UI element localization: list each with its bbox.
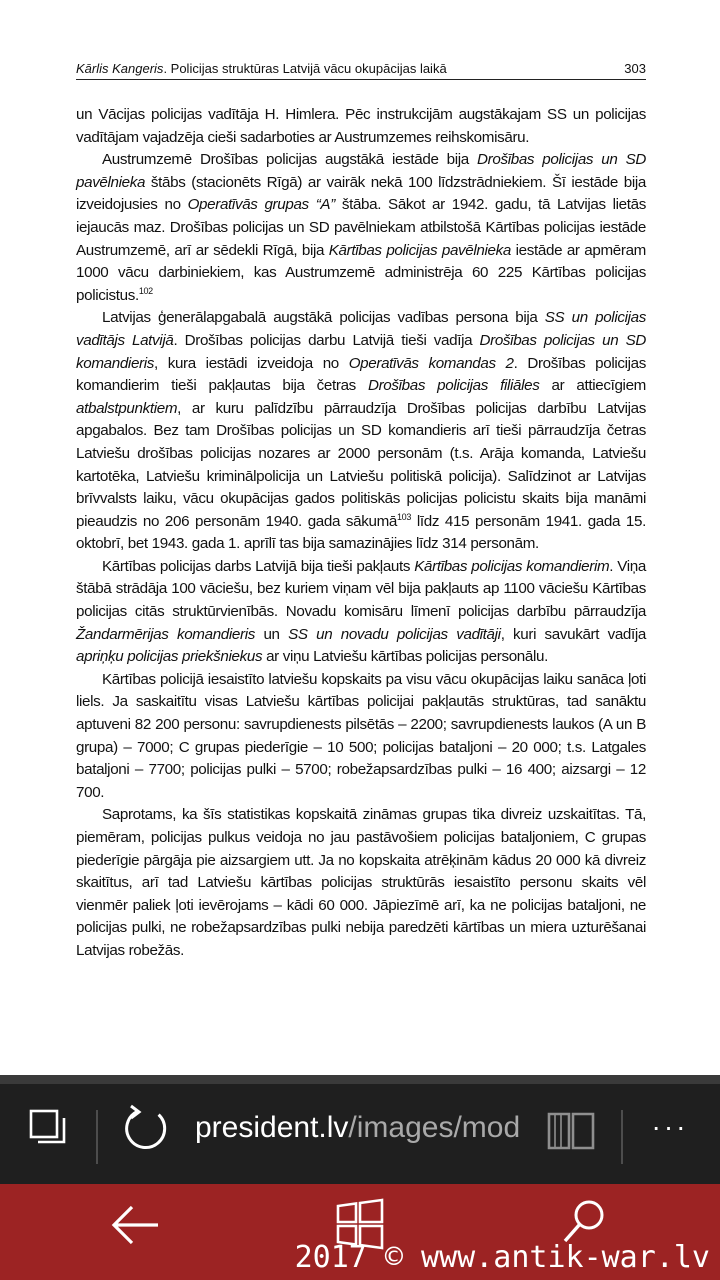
tabs-icon[interactable] bbox=[24, 1106, 72, 1154]
text-run: Austrumzemē Drošības policijas augstākā iestāde bija bbox=[102, 151, 478, 169]
paragraph bbox=[76, 804, 646, 962]
text-run: štāba. Sākot ar 1942. gadu, tā Latvijas lietās iejaucās maz. Drošības policijas un SD pavēlniekam atbilstošā Kārtības policijas iestāde Austrumzemē, arī ar sēdekli Rīgā, bija bbox=[76, 196, 646, 259]
running-header-text: . Policijas struktūras Latvijā vācu okupācijas laikā bbox=[163, 61, 447, 76]
system-nav-bar bbox=[0, 1184, 720, 1280]
article-body bbox=[76, 104, 646, 963]
paragraph bbox=[76, 307, 646, 556]
text-run: ar viņu Latviešu kārtības policijas personālu. bbox=[262, 648, 548, 666]
text-run: , kuri savukārt vadīja bbox=[500, 625, 647, 643]
paragraph bbox=[76, 149, 646, 307]
text-run: ar attiecīgiem bbox=[539, 377, 646, 395]
italic-term: Drošības policijas un SD pavēlnieka bbox=[76, 151, 646, 191]
italic-term: SS un policijas vadītājs Latvijā bbox=[76, 309, 646, 349]
text-run: līdz 415 personām 1941. gada 15. oktobrī, bet 1943. gada 1. aprīlī tas bija samazinājies līdz 314 personām. bbox=[76, 512, 646, 553]
toolbar-divider bbox=[96, 1110, 98, 1164]
text-run: Latvijas ģenerālapgabalā augstākā policijas vadības persona bija bbox=[102, 309, 545, 327]
running-header-author: Kārlis Kangeris bbox=[76, 61, 164, 76]
text-run: Kārtības policijā iesaistīto latviešu kopskaits pa visu vācu okupācijas laiku sanāca ļoti liels. Ja saskaitītu visas Latviešu kārtības policijai pakļautās struktūras, tad sanāktu aptuveni 82 200 personu: savrupdienests pilsētās – 2200; savrupdienests laukos (A un B grupa) – 7000; C grupas piederīgie – 10 500; policijas bataljoni – 20 000; t.s. Latgales bataljoni – 7700; policijas pulki – 5700; robežapsardzības pulki – 16 400; aizsargi – 12 700. bbox=[76, 670, 646, 801]
paragraph bbox=[76, 556, 646, 669]
toolbar-divider bbox=[621, 1110, 623, 1164]
refresh-icon[interactable] bbox=[120, 1103, 172, 1155]
italic-term: Kārtības policijas pavēlnieka bbox=[328, 241, 511, 259]
paragraph bbox=[76, 669, 646, 805]
italic-term: Drošības policijas filiāles bbox=[367, 377, 540, 395]
italic-term: Drošības policijas un SD komandieris bbox=[76, 331, 646, 372]
italic-term: SS un novadu policijas vadītāji bbox=[288, 625, 501, 643]
italic-term: Kārtības policijas komandierim bbox=[414, 557, 610, 575]
separator-bar bbox=[0, 1075, 720, 1084]
text-run: un bbox=[255, 625, 289, 643]
text-run: . Drošības policijas darbu Latvijā tieši vadīja bbox=[173, 331, 480, 349]
italic-term: apriņķu policijas priekšniekus bbox=[76, 648, 263, 666]
text-run: Kārtības policijas darbs Latvijā bija tieši pakļauts bbox=[102, 557, 415, 575]
italic-term: Operatīvās grupas “A” bbox=[187, 196, 335, 214]
text-run: . Drošības policijas komandierim tieši pakļautas bija četras bbox=[76, 354, 647, 395]
page-number: 303 bbox=[624, 61, 646, 76]
text-run: , kura iestādi izveidoja no bbox=[154, 354, 349, 372]
more-options-button[interactable]: ··· bbox=[651, 1111, 689, 1142]
paragraph bbox=[76, 104, 646, 149]
italic-term: Žandarmērijas komandieris bbox=[76, 625, 255, 643]
italic-term: Operatīvās komandas 2 bbox=[348, 354, 514, 372]
reading-view-icon[interactable] bbox=[545, 1106, 597, 1154]
text-run: Saprotams, ka šīs statistikas kopskaitā zināmas grupas tika divreiz uzskaitītas. Tā, piemēram, policijas pulkus veidoja no jau pastāvošiem policijas bataljoniem, C grupas piederīgie pārgāja pie aizsargiem utt. Ja no kopskaita atrēķinām kādus 20 000 kā divreiz skaitītus, arī tad Latviešu kārtības policijas struktūrās iesaistīto personu skaits vēl vienmēr paliek ļoti ievērojams – kādi 60 000. Jāpiezīmē arī, ka ne policijas bataljoni, ne policijas pulki, ne robežapsardzības pulki nebija paredzēti kārtības un miera uzturēšanai Latvijas robežās. bbox=[76, 806, 646, 959]
running-header bbox=[76, 60, 646, 80]
address-domain: president.lv bbox=[195, 1111, 349, 1144]
address-field[interactable] bbox=[195, 1108, 530, 1148]
text-run: , ar kuru palīdzību pārraudzīja Drošības policijas darbību Latvijas apgabalos. Bez tam Drošības policijas un SD komandieris arī tieši pārraudzīja četras Latviešu drošības policijas nozares ar 2000 personām (t.s. Arāja komanda, Latviešu kartotēka, Latviešu kriminālpolicija un Latviešu politiskā policija). Salīdzinot ar Latvijas brīvvalsts laiku, vācu okupācijas gados politiskās policijas policistu skaits bija manāmi pieaudzis no 206 personām 1940. gada sākumā bbox=[76, 399, 646, 530]
text-run: . Viņa štābā strādāja 100 vāciešu, bez kuriem viņam vēl bija pakļauts ap 1100 vāciešu Kārtības policijas citās struktūrvienībās. Novadu komisāru līmenī policijas darbību pārraudzīja bbox=[76, 557, 646, 621]
footnote-ref: 102 bbox=[138, 285, 153, 296]
footnote-ref: 103 bbox=[397, 511, 411, 522]
text-run: iestāde ar apmēram 1000 vācu darbiniekiem, kas Austrumzemē administrēja 60 225 Kārtības policijas policistus. bbox=[76, 241, 646, 304]
back-arrow-icon[interactable] bbox=[110, 1202, 162, 1248]
running-header-title bbox=[76, 60, 447, 78]
text-run: un Vācijas policijas vadītāja H. Himlera. Pēc instrukcijām augstākajam SS un policijas vadītājam vajadzēja cieši sadarboties ar Austrumzemes reihskomisāru. bbox=[76, 106, 646, 146]
browser-address-bar bbox=[0, 1084, 720, 1184]
watermark-text: 2017 © www.antik-war.lv bbox=[294, 1240, 710, 1275]
address-path: /images/mod bbox=[348, 1111, 521, 1144]
italic-term: atbalstpunktiem bbox=[76, 399, 178, 417]
text-run: štābs (stacionēts Rīgā) ar vairāk nekā 100 līdzstrādniekiem. Šī iestāde bija izveidojusies no bbox=[76, 173, 646, 214]
